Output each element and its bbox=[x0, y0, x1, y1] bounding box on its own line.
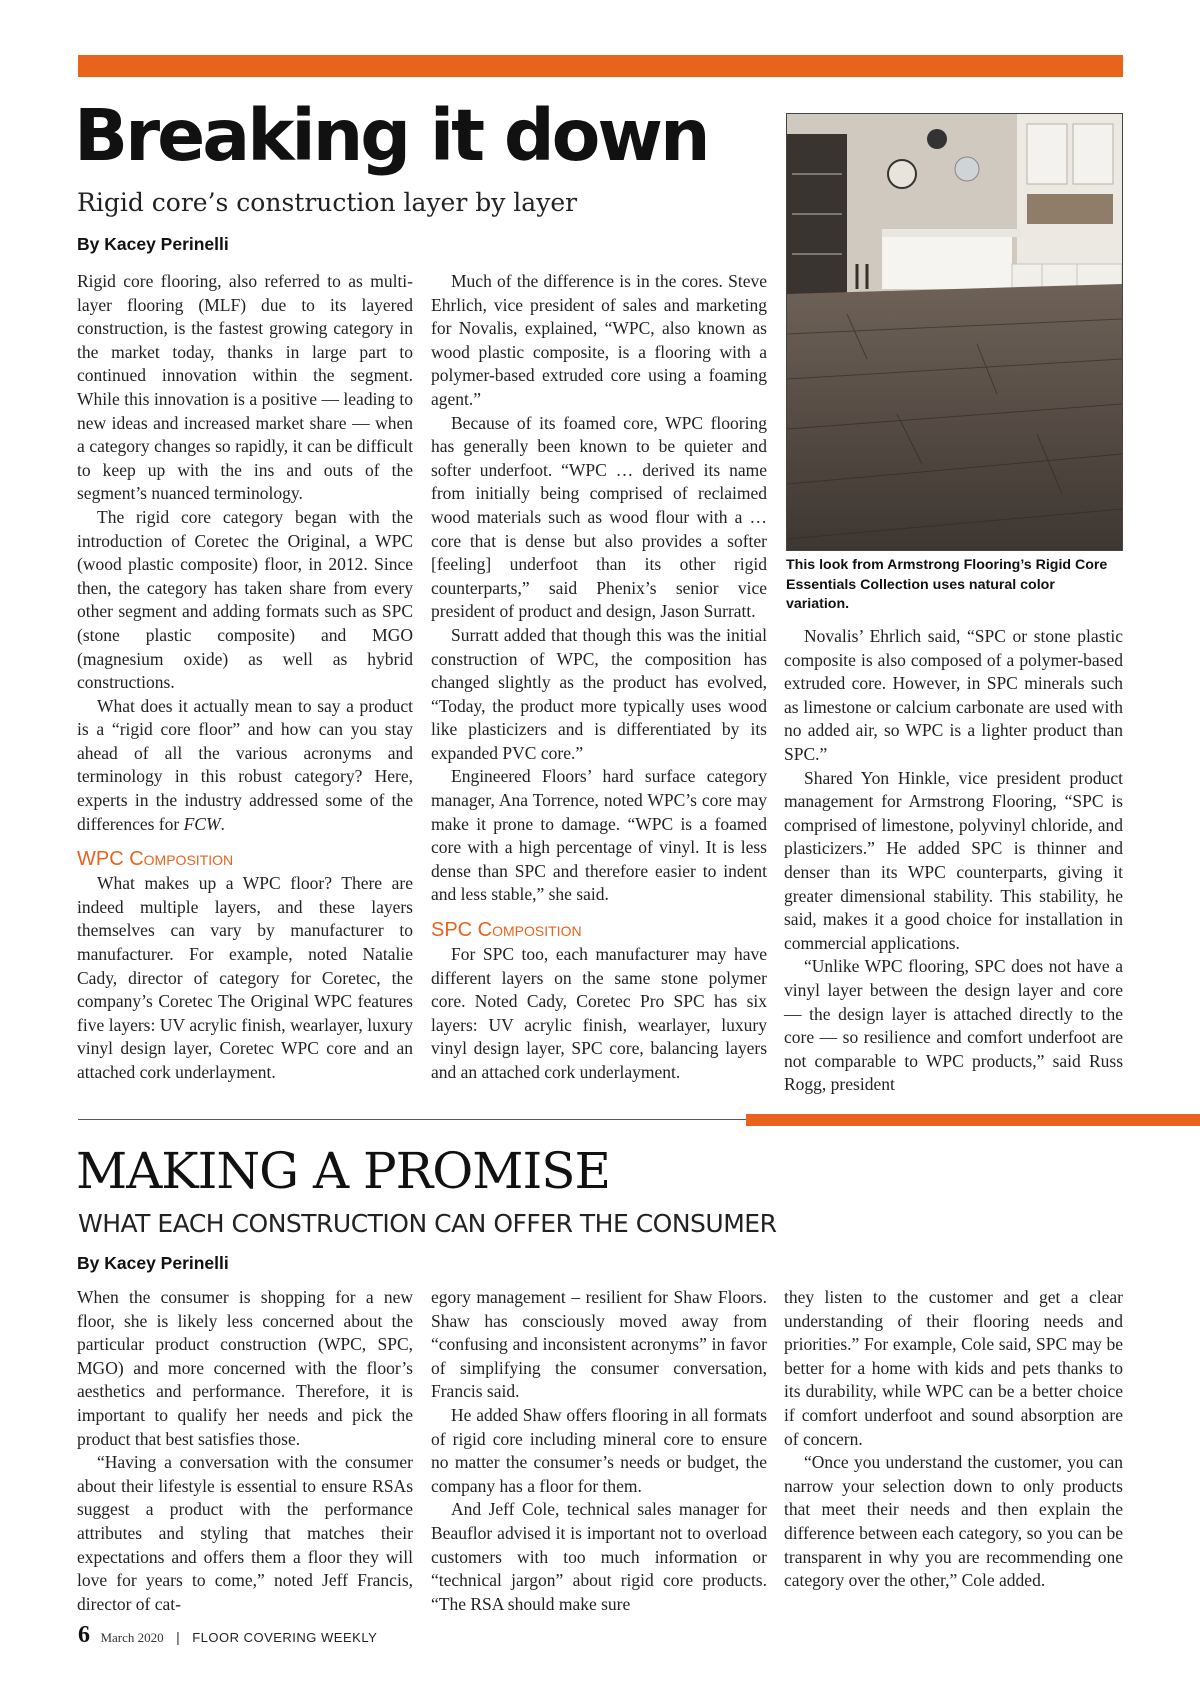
article2-subtitle: WHAT EACH CONSTRUCTION CAN OFFER THE CONSUMER bbox=[78, 1209, 777, 1238]
paragraph: Novalis’ Ehrlich said, “SPC or stone plastic composite is also composed of a polymer-based extruded core. However, in SPC minerals such as limestone or calcium carbonate are used with no added air, so WPC is a lighter product than SPC.” bbox=[784, 626, 1123, 764]
paragraph: “Once you understand the customer, you can narrow your selection down to only products that meet their needs and then explain the difference between each category, so you can be transparent in why you are recommending one category over the other,” Cole added. bbox=[784, 1452, 1123, 1591]
publication-name: FLOOR COVERING WEEKLY bbox=[192, 1630, 378, 1645]
article2-column-2 bbox=[431, 1286, 767, 1616]
kitchen-flooring-photo bbox=[786, 113, 1123, 551]
paragraph: Surratt added that though this was the initial construction of WPC, the composition has changed slightly as the product has evolved, “Today, the product more typically uses wood like plasticizers and is differentiated by its expanded PVC core.” bbox=[431, 624, 767, 763]
paragraph: What makes up a WPC floor? There are indeed multiple layers, and these layers themselves can vary by manufacturer to manufacturer. For example, noted Natalie Cady, director of category for Coretec, the company’s Coretec The Original WPC features five layers: UV acrylic finish, wearlayer, luxury vinyl design layer, Coretec WPC core and an attached cork underlayment. bbox=[77, 873, 413, 1082]
top-accent-bar bbox=[78, 55, 1123, 77]
issue-date: March 2020 bbox=[100, 1630, 164, 1645]
article-column-1 bbox=[77, 270, 413, 1085]
page-number: 6 bbox=[78, 1622, 90, 1648]
article-subtitle: Rigid core’s construction layer by layer bbox=[77, 188, 578, 217]
article2-byline: By Kacey Perinelli bbox=[77, 1253, 229, 1273]
footer-separator: | bbox=[176, 1629, 180, 1645]
paragraph: Rigid core flooring, also referred to as multi-layer flooring (MLF) due to its layered construction, is the fastest growing category in the market today, thanks in large part to continued innovation within the segment. While this innovation is a positive — leading to new ideas and increased market share — when a category changes so rapidly, it can be difficult to keep up with the ins and outs of the segment’s nuanced terminology. bbox=[77, 271, 413, 504]
paragraph: Because of its foamed core, WPC flooring has generally been known to be quieter and softer underfoot. “WPC … derived its name from initially being comprised of reclaimed wood materials such as wood flour with a … core that is dense but also provides a softer [feeling] underfoot than its other rigid counterparts,” said Phenix’s senior vice president of product and design, Jason Surratt. bbox=[431, 412, 767, 622]
article-byline: By Kacey Perinelli bbox=[77, 234, 229, 254]
paragraph: When the consumer is shopping for a new floor, she is likely less concerned about the particular product construction (WPC, SPC, MGO) and more concerned with the floor’s aesthetics and performance. Therefore, it is important to qualify her needs and pick the product that best satisfies those. bbox=[77, 1287, 413, 1449]
paragraph: “Unlike WPC flooring, SPC does not have a vinyl layer between the design layer and core — the design layer is attached directly to the core — so resilience and comfort underfoot are not comparable to WPC products,” said Russ Rogg, president bbox=[784, 956, 1123, 1095]
article-column-3 bbox=[784, 625, 1123, 1097]
paragraph: The rigid core category began with the introduction of Coretec the Original, a WPC (wood plastic composite) floor, in 2012. Since then, the category has taken share from every other segment and adding formats such as SPC (stone plastic composite) and MGO (magnesium oxide) as well as hybrid constructions. bbox=[77, 506, 413, 693]
paragraph: Much of the difference is in the cores. Steve Ehrlich, vice president of sales and marketing for Novalis, explained, “WPC, also known as wood plastic composite, is a flooring with a polymer-based extruded core using a foaming agent.” bbox=[431, 271, 767, 409]
paragraph: What does it actually mean to say a product is a “rigid core floor” and how can you stay ahead of all the various acronyms and terminology in this robust category? Here, experts in the industry addressed some of the differences for FCW. bbox=[77, 695, 413, 834]
article2-column-3 bbox=[784, 1286, 1123, 1593]
paragraph: Shared Yon Hinkle, vice president product management for Armstrong Flooring, “SPC is comprised of limestone, polyvinyl chloride, and plasticizers.” He added SPC is thinner and denser than its WPC counterparts, giving it greater dimensional stability. This stability, he said, makes it a good choice for installation in commercial applications. bbox=[784, 767, 1123, 953]
section-heading-wpc: WPC Composition bbox=[77, 848, 234, 871]
paragraph: For SPC too, each manufacturer may have different layers on the same stone polymer core. Noted Cady, Coretec Pro SPC has six layers: UV acrylic finish, wearlayer, luxury vinyl design layer, SPC core, balancing layers and an attached cork underlayment. bbox=[431, 944, 767, 1082]
article-title: Breaking it down bbox=[74, 94, 708, 177]
article2-column-1 bbox=[77, 1286, 413, 1616]
paragraph: Engineered Floors’ hard surface category manager, Ana Torrence, noted WPC’s core may make it prone to damage. “WPC is a foamed core with a high percentage of vinyl. It is less dense than SPC and therefore easier to indent and less stable,” she said. bbox=[431, 766, 767, 905]
paragraph: egory management – resilient for Shaw Floors. Shaw has consciously moved away from “confusing and inconsistent acronyms” in favor of simplifying the consumer conversation, Francis said. bbox=[431, 1287, 767, 1402]
article-divider-line bbox=[78, 1119, 746, 1120]
paragraph: He added Shaw offers flooring in all formats of rigid core including mineral core to ensure no matter the consumer’s needs or budget, the company has a floor for them. bbox=[431, 1404, 767, 1496]
article-divider-accent bbox=[746, 1114, 1200, 1126]
kitchen-illustration bbox=[787, 114, 1122, 550]
article2-title: MAKING A PROMISE bbox=[76, 1142, 610, 1200]
page-footer bbox=[78, 1622, 377, 1649]
paragraph: And Jeff Cole, technical sales manager for Beauflor advised it is important not to overload customers with too much information or “technical jargon” about rigid core products. “The RSA should make sure bbox=[431, 1499, 767, 1614]
publication-abbrev: FCW bbox=[183, 813, 221, 834]
photo-caption: This look from Armstrong Flooring’s Rigid Core Essentials Collection uses natural color variation. bbox=[786, 557, 1108, 612]
section-heading-spc: SPC Composition bbox=[431, 919, 582, 942]
paragraph: “Having a conversation with the consumer about their lifestyle is essential to ensure RSAs suggest a product with the performance attributes and styling that matches their expectations and offers them a floor they will love for years to come,” noted Jeff Francis, director of cat- bbox=[77, 1452, 413, 1614]
article-column-2 bbox=[431, 270, 767, 1085]
paragraph: they listen to the customer and get a clear understanding of their flooring needs and priorities.” For example, Cole said, SPC may be better for a home with kids and pets thanks to its durability, while WPC can be a better choice if comfort underfoot and sound absorption are of concern. bbox=[784, 1287, 1123, 1449]
